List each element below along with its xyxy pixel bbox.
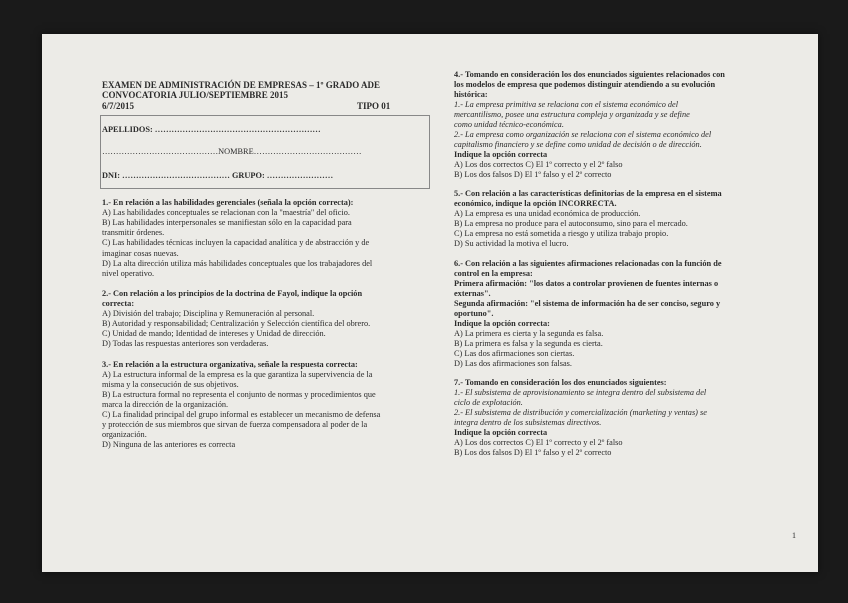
name-field[interactable]: ……………………………………NOMBRE………………………………… <box>102 147 362 156</box>
right-line: A) Los dos correctos C) El 1º correcto y el 2º falso <box>454 159 623 169</box>
right-line: los modelos de empresa que podemos distinguir atendiendo a su evolución <box>454 79 716 89</box>
right-line: D) Las dos afirmaciones son falsas. <box>454 358 572 368</box>
exam-date: 6/7/2015 <box>102 101 135 111</box>
id-group-field[interactable]: DNI: ………………………………… GRUPO: …………………… <box>102 171 334 180</box>
exam-type: TIPO 01 <box>357 101 391 111</box>
left-line: nivel operativo. <box>102 268 155 278</box>
right-line: 1.- El subsistema de aprovisionamiento se integra dentro del subsistema del <box>454 388 707 398</box>
left-line: C) La finalidad principal del grupo informal es establecer un mecanismo de defensa <box>102 410 381 420</box>
right-line: oportuno". <box>454 308 494 318</box>
surname-field[interactable]: APELLIDOS: …………………………………………………… <box>102 125 321 134</box>
right-line: C) Las dos afirmaciones son ciertas. <box>454 348 575 358</box>
left-line: B) La estructura formal no representa el conjunto de normas y procedimientos que <box>102 389 376 399</box>
left-line: B) Las habilidades interpersonales se manifiestan sólo en la capacidad para <box>102 218 352 228</box>
right-line: 5.- Con relación a las características definitorias de la empresa en el sistema <box>454 189 722 199</box>
left-line: A) La estructura informal de la empresa es la que garantiza la supervivencia de la <box>102 369 373 379</box>
left-line: imaginar cosas nuevas. <box>102 248 179 258</box>
right-line: B) La empresa no produce para el autoconsumo, sino para el mercado. <box>454 219 688 229</box>
right-line: control en la empresa: <box>454 269 533 278</box>
left-line: A) Las habilidades conceptuales se relacionan con la "maestría" del oficio. <box>102 208 350 218</box>
right-line: externas". <box>454 288 491 298</box>
right-line: A) Los dos correctos C) El 1º correcto y el 2º falso <box>454 438 623 448</box>
right-line: B) La primera es falsa y la segunda es cierta. <box>454 338 603 348</box>
left-line: marca la dirección de la organización. <box>102 400 229 409</box>
right-line: A) La empresa es una unidad económica de producción. <box>454 209 641 219</box>
left-line: A) División del trabajo; Disciplina y Remuneración al personal. <box>102 309 315 319</box>
right-line: 2.- El subsistema de distribución y comercialización (marketing y ventas) se <box>454 408 707 418</box>
right-line: Indique la opción correcta <box>454 149 548 159</box>
left-line: organización. <box>102 430 147 440</box>
right-line: Indique la opción correcta <box>454 428 548 438</box>
right-line: D) Su actividad la motiva el lucro. <box>454 239 569 249</box>
right-line: Segunda afirmación: "el sistema de información ha de ser conciso, seguro y <box>454 298 721 308</box>
right-line: A) La primera es cierta y la segunda es falsa. <box>454 328 604 338</box>
left-line: misma y la consecución de sus objetivos. <box>102 379 239 389</box>
right-line: C) La empresa no está sometida a riesgo y utiliza trabajo propio. <box>454 229 669 239</box>
exam-subtitle: CONVOCATORIA JULIO/SEPTIEMBRE 2015 <box>102 90 289 100</box>
right-line: Indique la opción correcta: <box>454 318 550 328</box>
right-line: B) Los dos falsos D) El 1º falso y el 2º correcto <box>454 169 612 179</box>
right-line: histórica: <box>454 89 488 99</box>
right-line: 4.- Tomando en consideración los dos enunciados siguientes relacionados con <box>454 70 725 79</box>
right-line: 6.- Con relación a las siguientes afirmaciones relacionadas con la función de <box>454 259 722 269</box>
right-line: integra dentro de los subsistemas directivos. <box>454 418 602 428</box>
left-line: correcta: <box>102 299 135 308</box>
right-line: 7.- Tomando en consideración los dos enunciados siguientes: <box>454 378 667 388</box>
right-line: como unidad técnico-económica. <box>454 119 564 129</box>
right-line: capitalismo financiero y se define como unidad de decisión o de dirección. <box>454 139 702 149</box>
right-line: B) Los dos falsos D) El 1º falso y el 2º correcto <box>454 448 612 458</box>
left-line: C) Unidad de mando; Identidad de intereses y Unidad de dirección. <box>102 329 326 339</box>
left-line: C) Las habilidades técnicas incluyen la capacidad analítica y de abstracción y de <box>102 238 370 248</box>
right-line: 1.- La empresa primitiva se relaciona con el sistema económico del <box>454 99 679 109</box>
right-line: ciclo de explotación. <box>454 398 523 408</box>
left-line: D) Todas las respuestas anteriores son verdaderas. <box>102 339 269 349</box>
page-number: 1 <box>792 531 796 540</box>
left-line: transmitir órdenes. <box>102 228 165 238</box>
left-line: D) La alta dirección utiliza más habilidades conceptuales que los trabajadores del <box>102 258 373 268</box>
left-line: 3.- En relación a la estructura organizativa, señale la respuesta correcta: <box>102 359 358 369</box>
left-line: 2.- Con relación a los principios de la doctrina de Fayol, indique la opción <box>102 288 363 298</box>
exam-page <box>42 34 818 572</box>
left-line: y protección de sus miembros que sirvan de fuerza compensadora al poder de la <box>102 420 368 430</box>
left-line: D) Ninguna de las anteriores es correcta <box>102 440 236 450</box>
left-line: 1.- En relación a las habilidades gerenciales (señala la opción correcta): <box>102 198 354 207</box>
right-line: 2.- La empresa como organización se relaciona con el sistema económico del <box>454 129 712 139</box>
right-line: mercantilismo, posee una estructura compleja y organizada y se define <box>454 109 690 119</box>
right-line: Primera afirmación: "los datos a controlar provienen de fuentes internas o <box>454 278 719 288</box>
left-line: B) Autoridad y responsabilidad; Centralización y Selección científica del obrero. <box>102 319 371 329</box>
right-line: económico, indique la opción INCORRECTA. <box>454 199 617 209</box>
exam-title: EXAMEN DE ADMINISTRACIÓN DE EMPRESAS – 1º GRADO ADE <box>102 80 380 90</box>
